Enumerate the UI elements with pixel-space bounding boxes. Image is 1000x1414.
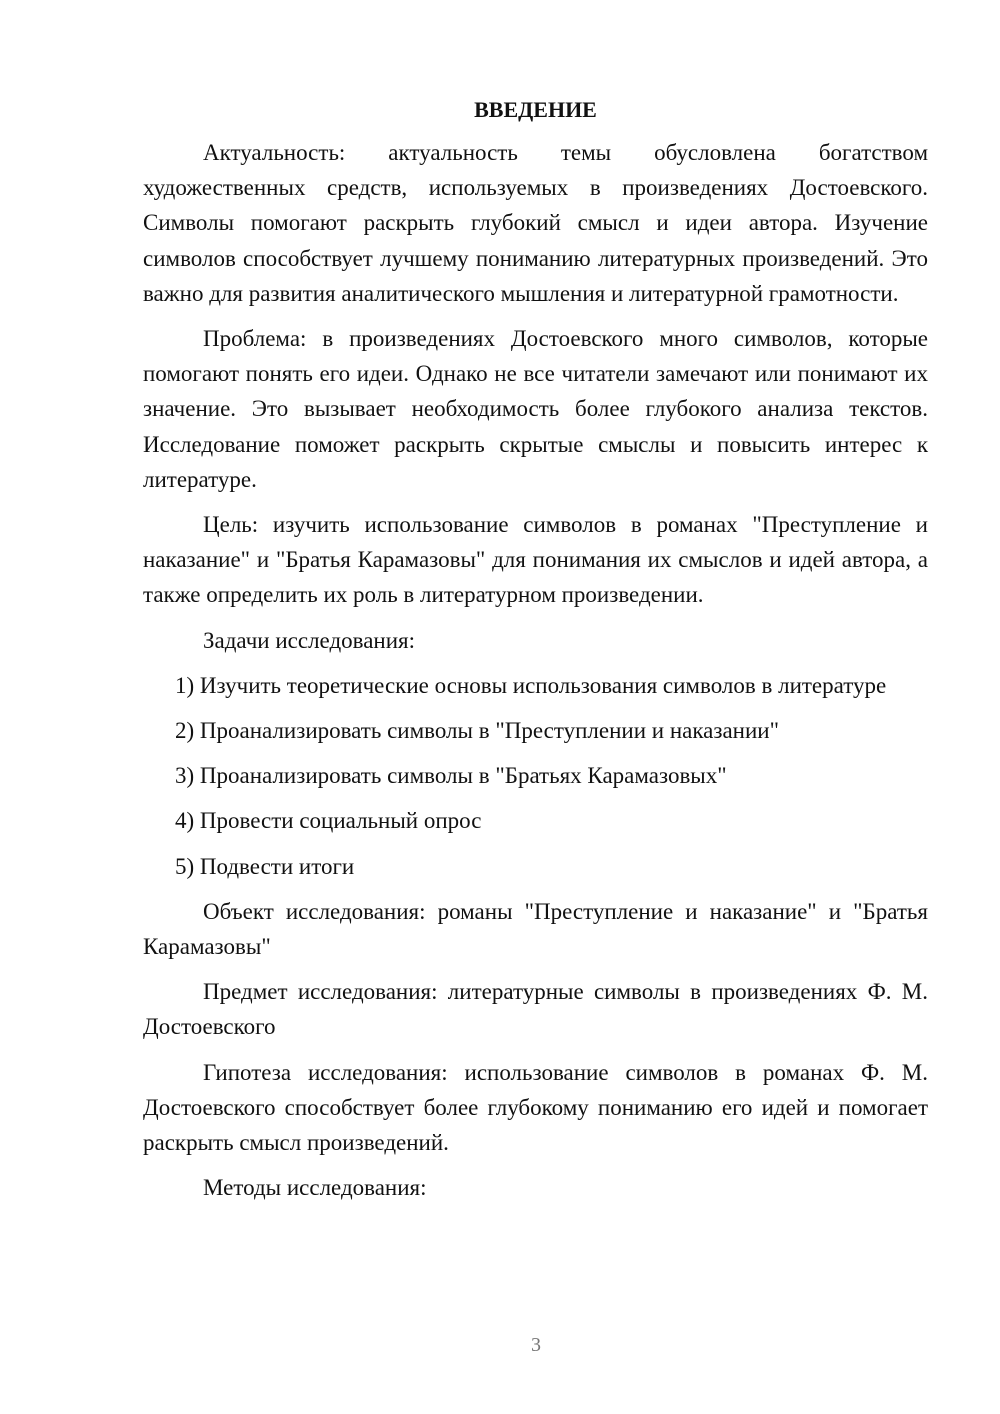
paragraph-goal: Цель: изучить использование символов в романах "Преступление и наказание" и "Братья Карамазовы" для понимания их смыслов и идей автора, а также определить их роль в литературном произведении.	[143, 512, 928, 608]
paragraph-subject: Предмет исследования: литературные символы в произведениях Ф. М. Достоевского	[143, 979, 928, 1040]
paragraph-tasks-heading: Задачи исследования:	[203, 627, 416, 653]
paragraph-object: Объект исследования: романы "Преступление и наказание" и "Братья Карамазовы"	[143, 898, 928, 960]
paragraph-hypothesis: Гипотеза исследования: использование символов в романах Ф. М. Достоевского способствует более глубокому пониманию его идей и помогает раскрыть смысл произведений.	[143, 1059, 928, 1156]
paragraph-problem: Проблема: в произведениях Достоевского много символов, которые помогают понять его идеи. Однако не все читатели замечают или понимают их значение. Это вызывает необходимость более глубокого анализа текстов. Исследование поможет раскрыть скрытые смыслы и повысить интерес к литературе.	[143, 326, 928, 492]
task-item-5: 5) Подвести итоги	[175, 853, 355, 879]
paragraph-relevance: Актуальность: актуальность темы обусловлена богатством художественных средств, используемых в произведениях Достоевского. Символы помогают раскрыть глубокий смысл и идеи автора. Изучение символов способствует лучшему пониманию литературных произведений. Это важно для развития аналитического мышления и литературной грамотности.	[143, 140, 928, 306]
task-item-4: 4) Провести социальный опрос	[175, 808, 482, 834]
paragraph-methods: Методы исследования:	[203, 1175, 427, 1201]
task-item-2: 2) Проанализировать символы в "Преступлении и наказании"	[175, 718, 779, 744]
task-item-3: 3) Проанализировать символы в "Братьях Карамазовых"	[175, 763, 727, 789]
task-item-1: 1) Изучить теоретические основы использования символов в литературе	[175, 672, 887, 698]
section-title: ВВЕДЕНИЕ	[474, 97, 597, 122]
document-page	[143, 92, 928, 1215]
page-number: 3	[531, 1334, 541, 1356]
